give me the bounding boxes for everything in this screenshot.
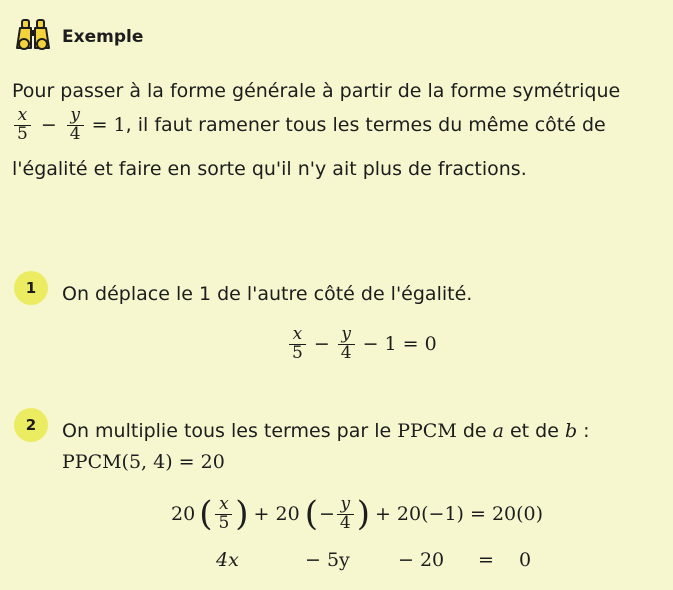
- coefficient: 20: [171, 503, 196, 526]
- fraction-denominator: 5: [215, 514, 232, 533]
- step-2-text-c: et de: [503, 420, 565, 442]
- step-2-badge: 2: [14, 408, 48, 442]
- result-term-1: 4x: [216, 549, 239, 571]
- result-term-2: − 5y: [305, 549, 350, 571]
- example-title: Exemple: [62, 27, 144, 47]
- intro-line-2: [12, 107, 606, 144]
- result-term-3: − 20: [398, 549, 445, 571]
- fraction-numerator: y: [341, 324, 351, 344]
- equals-one: = 1: [91, 114, 126, 137]
- intro-fraction-y: [67, 107, 84, 144]
- intro-line-3: l'égalité et faire en sorte qu'il n'y ait plus de fractions.: [12, 158, 527, 180]
- fraction-numerator: y: [70, 105, 80, 125]
- fraction-numerator: y: [340, 494, 351, 514]
- step-2-equation: [171, 496, 543, 533]
- plus-term: + 20: [253, 503, 300, 526]
- minus-sign: −: [318, 503, 335, 526]
- ppcm-term: PPCM: [397, 420, 457, 442]
- fraction-numerator: x: [219, 494, 229, 514]
- fraction-numerator: x: [292, 324, 303, 344]
- step1-fraction-y: [338, 326, 355, 363]
- step-1-text: On déplace le 1 de l'autre côté de l'égalité.: [62, 283, 473, 305]
- step-2-text: [62, 420, 590, 442]
- step1-fraction-x: [289, 326, 306, 363]
- binoculars-icon: [14, 18, 52, 56]
- fraction-numerator: x: [17, 105, 28, 125]
- step-1-badge: 1: [14, 271, 48, 305]
- step-2-text-a: On multiplie tous les termes par le: [62, 420, 398, 442]
- right-paren: ): [235, 494, 249, 535]
- equation-rest: + 20(−1) = 20(0): [374, 503, 544, 526]
- example-header: [14, 18, 143, 56]
- step2-fraction-x: [215, 496, 232, 533]
- step2-fraction-y: [337, 496, 354, 533]
- fraction-denominator: 4: [338, 344, 355, 363]
- intro-line-1: Pour passer à la forme générale à partir de la forme symétrique: [12, 80, 621, 102]
- result-term-5: 0: [519, 549, 532, 571]
- var-a: a: [492, 420, 504, 442]
- result-equals: =: [478, 549, 494, 571]
- minus-sign: −: [313, 333, 330, 356]
- fraction-denominator: 5: [289, 344, 306, 363]
- intro-fraction-x: [14, 107, 31, 144]
- fraction-denominator: 4: [67, 125, 84, 144]
- step-2-text-b: de: [456, 420, 493, 442]
- left-paren: (: [199, 494, 213, 535]
- minus-sign: −: [40, 114, 57, 137]
- intro-line-2-text: , il faut ramener tous les termes du même côté de: [125, 114, 606, 137]
- right-paren: ): [356, 494, 370, 535]
- step-1-equation: [287, 326, 437, 363]
- fraction-denominator: 5: [14, 125, 31, 144]
- var-b: b: [564, 420, 578, 442]
- ppcm-line: PPCM(5, 4) = 20: [62, 451, 225, 473]
- equation-rest: − 1 = 0: [362, 333, 437, 356]
- left-paren: (: [304, 494, 318, 535]
- step-2-text-d: :: [577, 420, 590, 442]
- fraction-denominator: 4: [337, 514, 354, 533]
